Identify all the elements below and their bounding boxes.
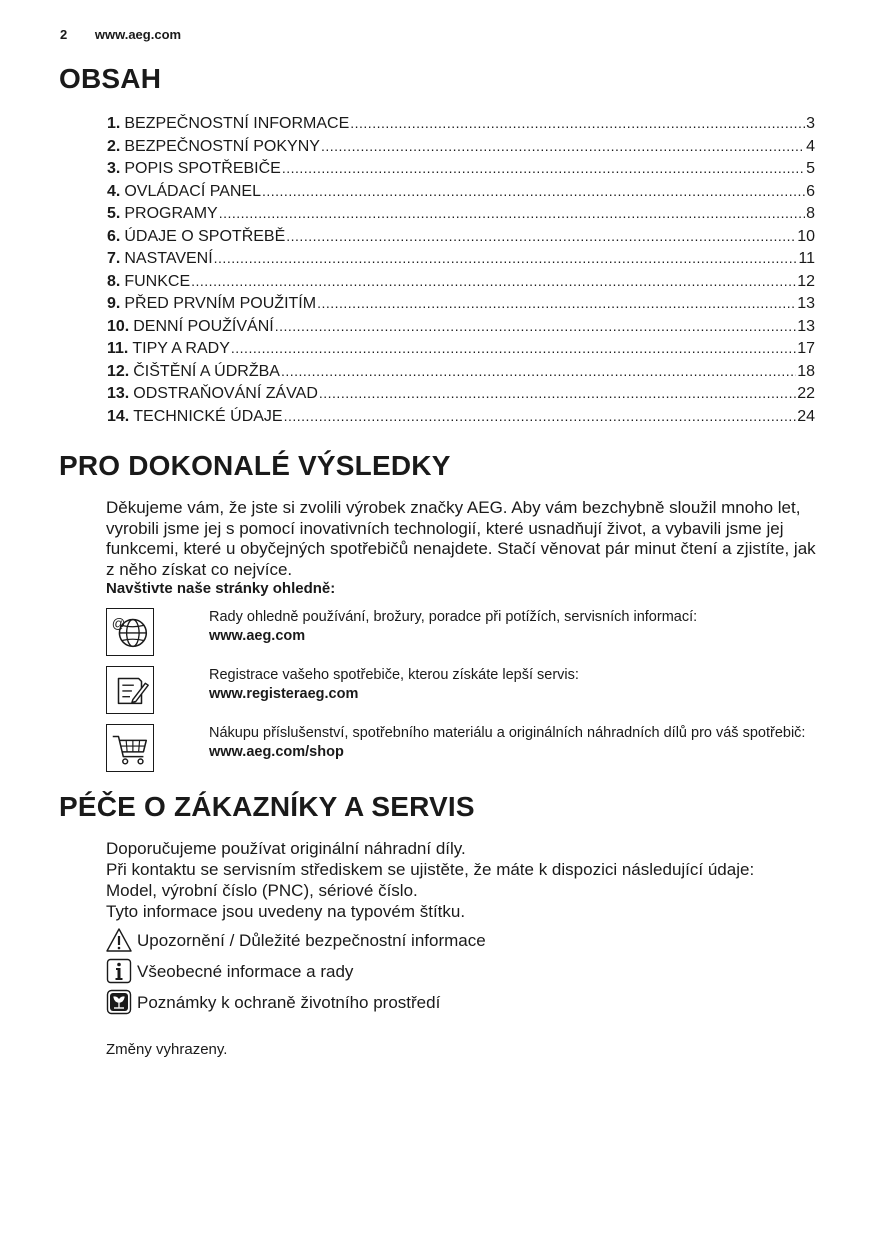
header-url[interactable]: www.aeg.com [94, 27, 182, 42]
toc-page: 3 [806, 115, 815, 132]
toc-page: 8 [806, 205, 815, 222]
changes-reserved: Změny vyhrazeny. [106, 1041, 228, 1058]
toc-item[interactable] [107, 135, 815, 158]
service-line-2: Při kontaktu se servisním střediskem se ujistěte, že máte k dispozici následující údaje: Model, výrobní číslo (PNC), sériové číslo. [106, 860, 755, 900]
notice-text: Poznámky k ochraně životního prostředí [137, 993, 441, 1012]
toc-number: 9. [107, 295, 121, 312]
toc-item[interactable] [107, 247, 815, 270]
toc-page: 11 [798, 250, 815, 267]
notice-text: Upozornění / Důležité bezpečnostní informace [137, 931, 486, 950]
toc-page: 13 [797, 295, 815, 312]
toc-leader [319, 382, 796, 405]
toc-leader [191, 270, 796, 293]
toc-leader [281, 360, 796, 383]
toc-leader [317, 292, 796, 315]
table-of-contents [107, 112, 815, 427]
svg-text:@: @ [111, 616, 126, 632]
link-row-register [106, 666, 826, 716]
toc-label: ÚDAJE O SPOTŘEBĚ [124, 227, 286, 245]
results-title: PRO DOKONALÉ VÝSLEDKY [59, 450, 451, 481]
page-number: 2 [60, 27, 68, 42]
toc-number: 11. [107, 340, 129, 357]
toc-leader [231, 337, 796, 360]
toc-item[interactable] [107, 202, 815, 225]
toc-leader [219, 202, 805, 225]
toc-label: POPIS SPOTŘEBIČE [124, 160, 281, 177]
toc-title: OBSAH [59, 63, 162, 94]
toc-number: 7. [107, 250, 121, 267]
link-description: Rady ohledně používání, brožury, poradce při potížích, servisních informací: [209, 609, 698, 625]
link-description: Nákupu příslušenství, spotřebního materiálu a originálních náhradních dílů pro váš spotřebič: [209, 725, 806, 741]
toc-page: 6 [806, 182, 815, 200]
link-url[interactable]: www.registeraeg.com [209, 686, 359, 702]
globe-at-icon [106, 608, 154, 656]
toc-page: 10 [797, 227, 815, 245]
toc-label: DENNÍ POUŽÍVÁNÍ [133, 317, 274, 335]
toc-leader [214, 247, 798, 270]
shopping-cart-icon [106, 724, 154, 772]
toc-number: 5. [107, 205, 121, 222]
toc-leader [262, 180, 805, 203]
toc-label: NASTAVENÍ [124, 250, 213, 267]
toc-page: 17 [797, 340, 815, 357]
toc-number: 6. [107, 227, 121, 245]
toc-label: ČIŠTĚNÍ A ÚDRŽBA [133, 362, 280, 380]
toc-item[interactable] [107, 112, 815, 135]
toc-page: 18 [797, 362, 815, 380]
environment-icon [106, 989, 132, 1015]
service-line-3: Tyto informace jsou uvedeny na typovém štítku. [106, 902, 466, 921]
link-url[interactable]: www.aeg.com [209, 628, 306, 644]
warning-triangle-icon [106, 927, 132, 953]
toc-item[interactable] [107, 225, 815, 248]
toc-number: 14. [107, 407, 130, 425]
toc-item[interactable] [107, 315, 815, 338]
toc-number: 13. [107, 385, 130, 402]
link-url[interactable]: www.aeg.com/shop [209, 744, 344, 760]
toc-item[interactable] [107, 157, 815, 180]
notice-text: Všeobecné informace a rady [137, 962, 354, 981]
toc-leader [282, 157, 805, 180]
toc-item[interactable] [107, 270, 815, 293]
toc-page: 12 [797, 272, 815, 290]
toc-label: OVLÁDACÍ PANEL [124, 182, 261, 200]
intro-paragraph: Děkujeme vám, že jste si zvolili výrobek značky AEG. Aby vám bezchybně sloužil mnoho let, vyrobili jsme jej s pomocí inovativních technologií, které usnadňují život, a vybavili jsme jej funkcemi, které u obyčejných spotřebičů nenajdete. Stačí věnovat pár minut čtení a zjistíte, jak z něho získat co nejvíce. [106, 498, 816, 579]
toc-label: TIPY A RADY [132, 340, 230, 357]
toc-label: TECHNICKÉ ÚDAJE [133, 407, 283, 425]
toc-item[interactable] [107, 405, 815, 428]
toc-label: PŘED PRVNÍM POUŽITÍM [124, 295, 317, 312]
toc-number: 2. [107, 137, 121, 155]
info-icon [106, 958, 132, 984]
service-line-1: Doporučujeme používat originální náhradní díly. [106, 839, 466, 858]
visit-heading: Navštivte naše stránky ohledně: [106, 580, 336, 597]
toc-page: 24 [797, 407, 815, 425]
toc-number: 10. [107, 317, 130, 335]
toc-item[interactable] [107, 180, 815, 203]
register-pen-icon [106, 666, 154, 714]
page-header [60, 27, 181, 42]
toc-leader [350, 112, 805, 135]
toc-page: 5 [806, 160, 815, 177]
toc-label: BEZPEČNOSTNÍ POKYNY [124, 137, 320, 155]
toc-number: 1. [107, 115, 121, 132]
toc-page: 13 [797, 317, 815, 335]
toc-label: PROGRAMY [124, 205, 218, 222]
toc-leader [321, 135, 805, 158]
toc-item[interactable] [107, 292, 815, 315]
toc-label: ODSTRAŇOVÁNÍ ZÁVAD [133, 385, 318, 402]
toc-number: 3. [107, 160, 121, 177]
service-title: PÉČE O ZÁKAZNÍKY A SERVIS [59, 791, 475, 822]
toc-page: 4 [806, 137, 815, 155]
toc-item[interactable] [107, 382, 815, 405]
toc-label: BEZPEČNOSTNÍ INFORMACE [124, 115, 350, 132]
toc-leader [286, 225, 796, 248]
toc-item[interactable] [107, 337, 815, 360]
link-description: Registrace vašeho spotřebiče, kterou získáte lepší servis: [209, 667, 579, 683]
link-text-register [209, 666, 809, 704]
link-text-shop [209, 724, 809, 762]
link-text-info [209, 608, 809, 646]
toc-leader [284, 405, 797, 428]
link-row-info [106, 608, 826, 658]
toc-label: FUNKCE [124, 272, 191, 290]
toc-item[interactable] [107, 360, 815, 383]
toc-number: 4. [107, 182, 121, 200]
link-row-shop [106, 724, 826, 774]
toc-number: 8. [107, 272, 121, 290]
toc-leader [275, 315, 796, 338]
toc-page: 22 [797, 385, 815, 402]
toc-number: 12. [107, 362, 130, 380]
